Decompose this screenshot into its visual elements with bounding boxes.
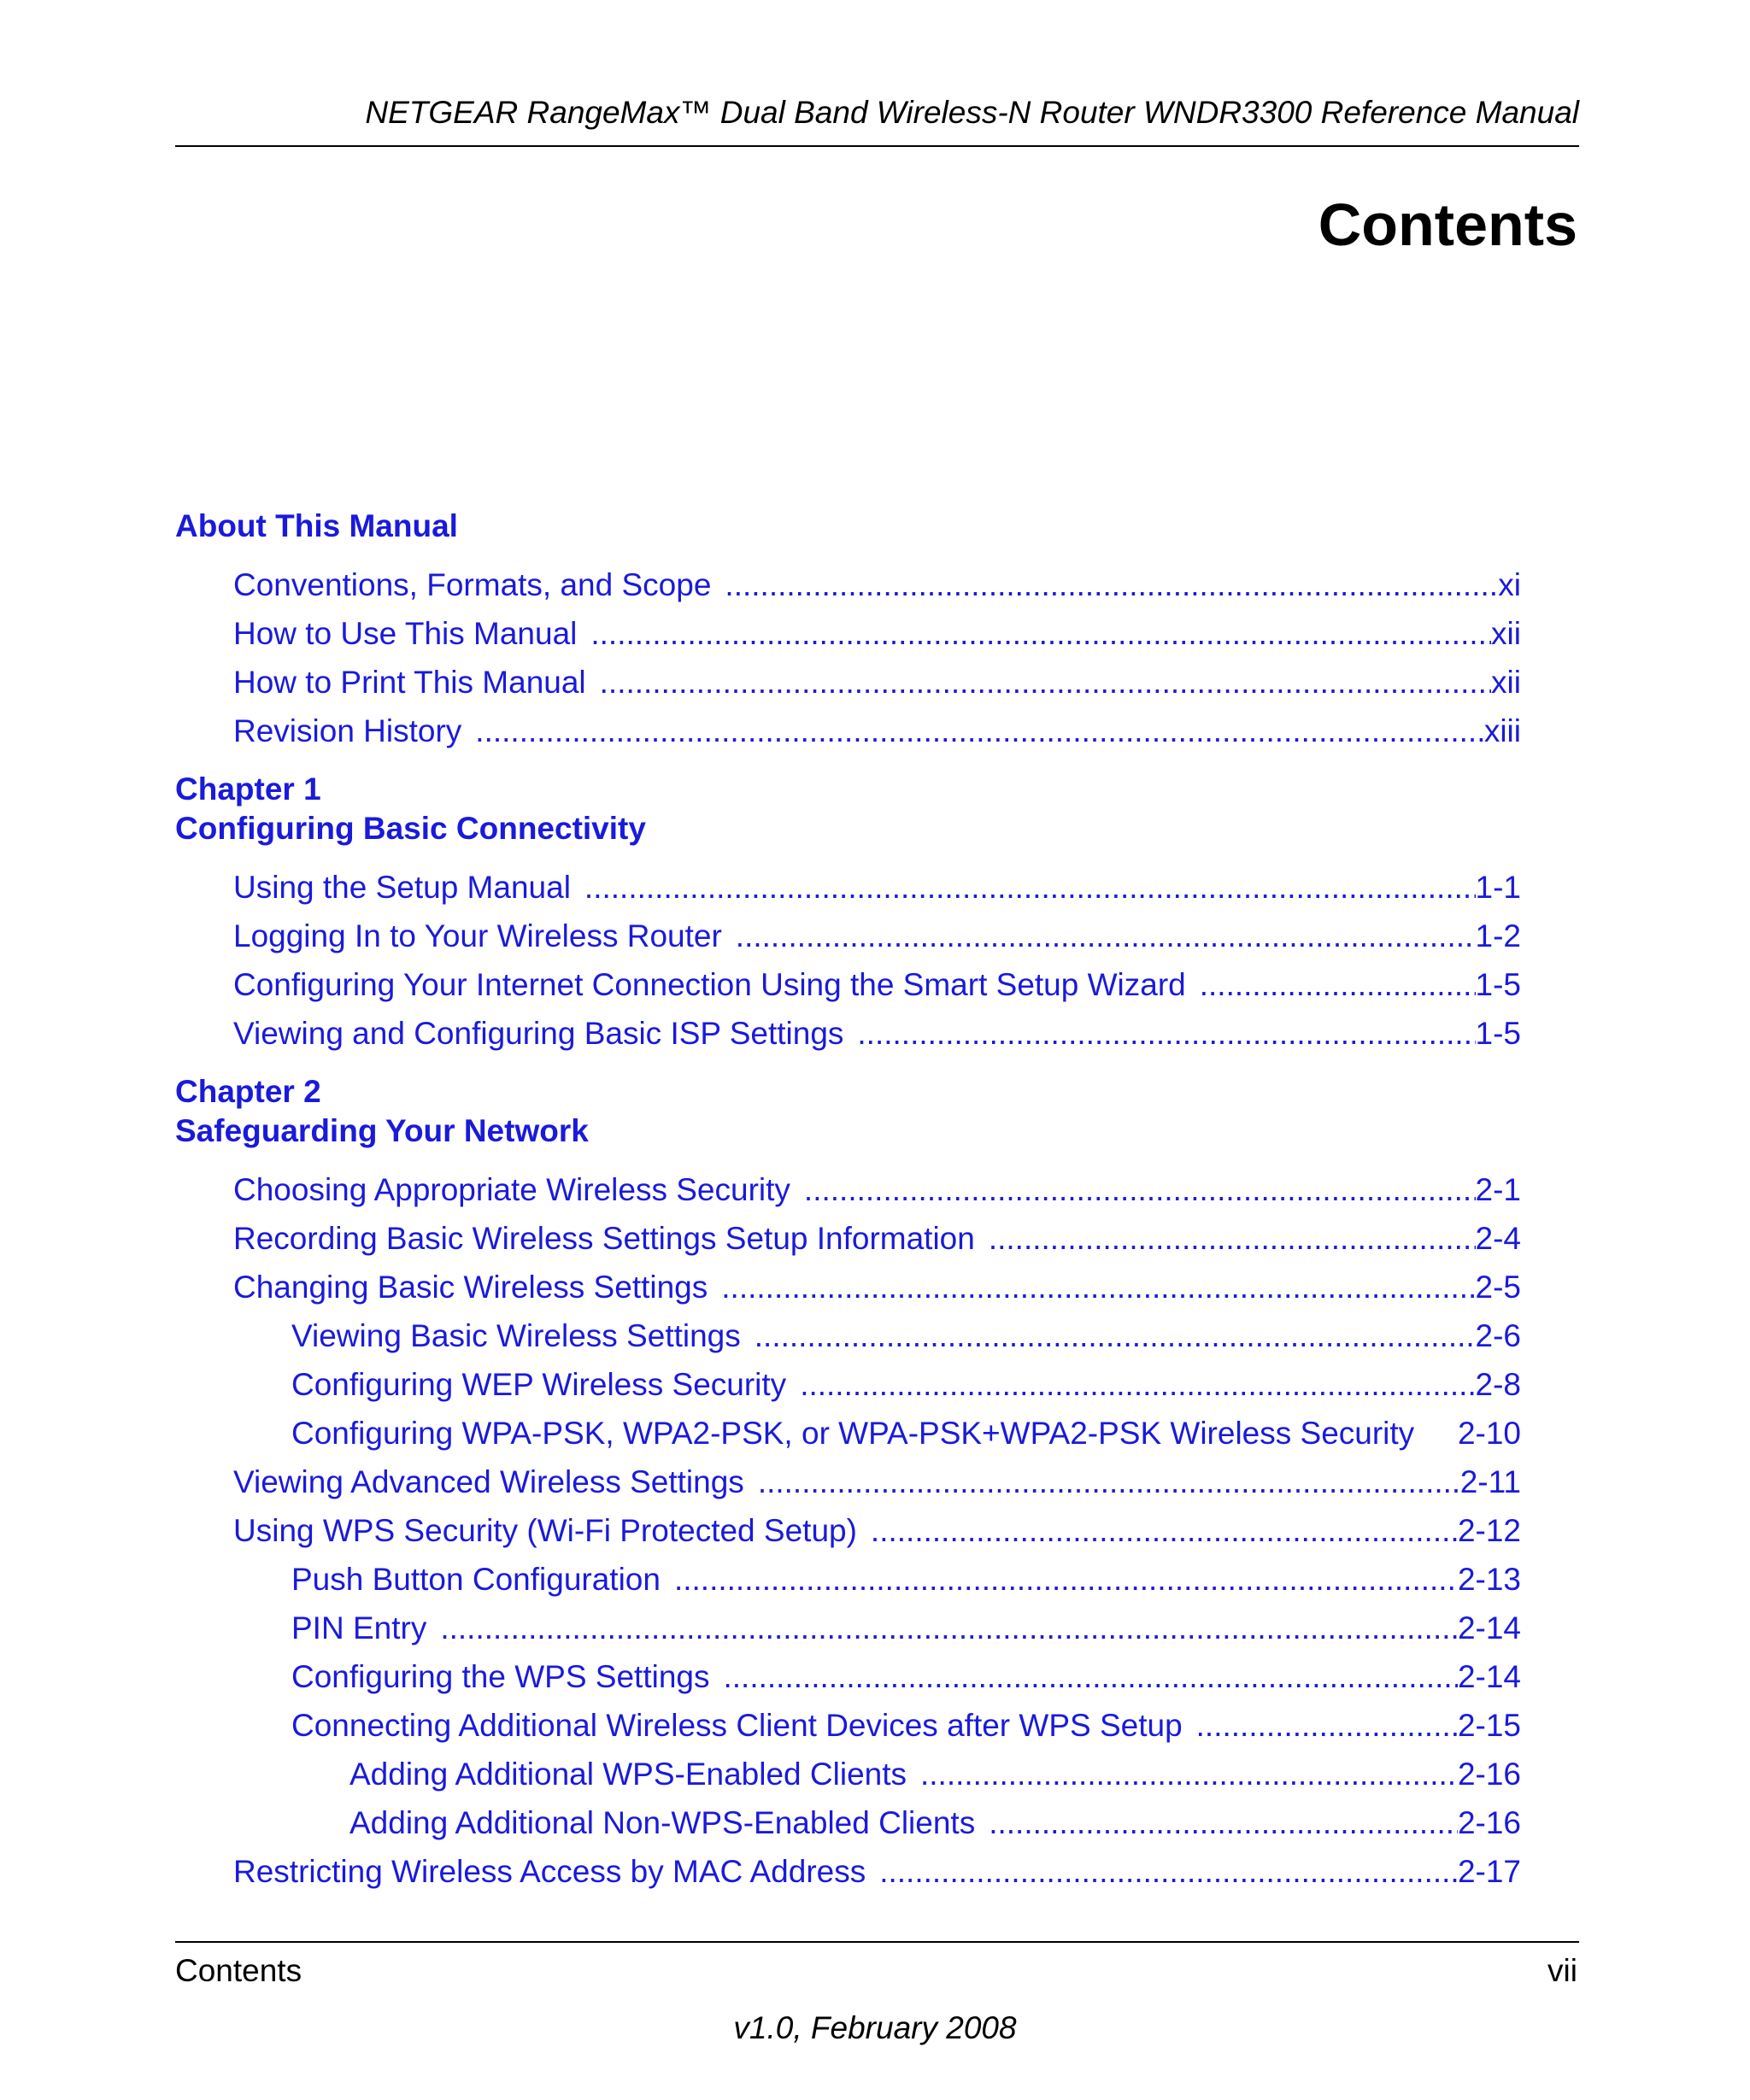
dot-leader <box>879 1847 1458 1896</box>
toc-entry[interactable] <box>175 609 1521 658</box>
toc-subentry[interactable] <box>175 1555 1521 1604</box>
toc-chapter1-title[interactable]: Configuring Basic Connectivity <box>175 811 646 846</box>
dot-leader <box>800 1360 1475 1409</box>
dot-leader <box>871 1506 1458 1555</box>
toc-entry-label: Configuring WPA-PSK, WPA2-PSK, or WPA-PSK+WPA2-PSK Wireless Security <box>291 1416 1415 1451</box>
toc-entry-label: How to Print This Manual <box>233 665 586 700</box>
toc-entry-label: Logging In to Your Wireless Router <box>233 918 722 953</box>
dot-leader <box>1200 960 1476 1009</box>
toc-entry-label: Viewing Advanced Wireless Settings <box>233 1464 744 1499</box>
dot-leader <box>600 658 1491 707</box>
toc-entry[interactable] <box>175 960 1521 1009</box>
toc-entry-page: 2-12 <box>1457 1513 1521 1548</box>
toc-entry-page: 2-14 <box>1457 1659 1521 1694</box>
toc-entry-label: Adding Additional Non-WPS-Enabled Clients <box>349 1805 976 1840</box>
toc-subentry[interactable] <box>175 1701 1521 1750</box>
toc-entry-page: xiii <box>1483 713 1521 748</box>
toc-entry-page: 1-2 <box>1475 918 1521 953</box>
toc-entry[interactable] <box>175 560 1521 609</box>
dot-leader <box>736 912 1476 960</box>
toc-entry-label: Configuring Your Internet Connection Using the Smart Setup Wizard <box>233 967 1186 1002</box>
footer-version: v1.0, February 2008 <box>733 2010 1017 2045</box>
toc-entry-page: 2-5 <box>1475 1270 1521 1305</box>
header-rule <box>175 145 1579 147</box>
toc-entry-page: 2-1 <box>1475 1172 1521 1207</box>
toc-entry-label: Connecting Additional Wireless Client Devices after WPS Setup <box>291 1708 1183 1743</box>
toc-entry-label: Using WPS Security (Wi-Fi Protected Setup) <box>233 1513 857 1548</box>
toc-entry-page: 2-8 <box>1475 1367 1521 1402</box>
table-of-contents <box>175 507 1521 1910</box>
toc-entry[interactable] <box>175 1165 1521 1214</box>
toc-entry-page: 2-13 <box>1457 1562 1521 1597</box>
dot-leader <box>1196 1701 1458 1750</box>
toc-chapter2-title[interactable]: Safeguarding Your Network <box>175 1113 589 1148</box>
toc-entry-page: 2-10 <box>1457 1416 1521 1451</box>
toc-entry-label: Using the Setup Manual <box>233 870 571 905</box>
toc-entry-label: Adding Additional WPS-Enabled Clients <box>349 1757 907 1792</box>
dot-leader <box>584 863 1476 912</box>
toc-section-about <box>175 560 1521 755</box>
toc-entry-label: Conventions, Formats, and Scope <box>233 567 712 602</box>
toc-subentry[interactable] <box>175 1409 1521 1458</box>
toc-chapter1-number[interactable]: Chapter 1 <box>175 771 321 807</box>
toc-entry[interactable] <box>175 1263 1521 1311</box>
toc-entry-page: 2-11 <box>1459 1464 1521 1499</box>
toc-entry-label: Changing Basic Wireless Settings <box>233 1270 708 1305</box>
toc-subsubentry[interactable] <box>175 1798 1521 1847</box>
dot-leader <box>723 1652 1457 1701</box>
toc-entry[interactable] <box>175 1009 1521 1058</box>
toc-entry-page: xii <box>1491 665 1521 700</box>
dot-leader <box>721 1263 1475 1311</box>
dot-leader <box>755 1311 1476 1360</box>
toc-entry-page: 2-15 <box>1457 1708 1521 1743</box>
toc-entry-page: xi <box>1498 567 1521 602</box>
toc-entry[interactable] <box>175 707 1521 755</box>
toc-entry-page: 1-5 <box>1475 1016 1521 1051</box>
toc-entry-label: Configuring WEP Wireless Security <box>291 1367 787 1402</box>
dot-leader <box>440 1604 1458 1652</box>
toc-entry-label: Revision History <box>233 713 462 748</box>
toc-entry-label: How to Use This Manual <box>233 616 578 651</box>
dot-leader <box>804 1165 1476 1214</box>
toc-entry[interactable] <box>175 658 1521 707</box>
dot-leader <box>857 1009 1475 1058</box>
toc-subentry[interactable] <box>175 1311 1521 1360</box>
toc-subentry[interactable] <box>175 1652 1521 1701</box>
dot-leader <box>989 1214 1476 1263</box>
toc-entry[interactable] <box>175 863 1521 912</box>
toc-subentry[interactable] <box>175 1604 1521 1652</box>
dot-leader <box>590 609 1491 658</box>
toc-subentry[interactable] <box>175 1360 1521 1409</box>
toc-entry-page: 1-5 <box>1475 967 1521 1002</box>
toc-entry-page: 2-16 <box>1457 1757 1521 1792</box>
toc-entry[interactable] <box>175 1214 1521 1263</box>
footer-section-name: Contents <box>175 1953 302 1988</box>
toc-entry-label: Viewing Basic Wireless Settings <box>291 1318 741 1353</box>
toc-entry-page: 2-4 <box>1475 1221 1521 1256</box>
toc-entry[interactable] <box>175 1506 1521 1555</box>
dot-leader <box>920 1750 1458 1798</box>
toc-entry-page: xii <box>1491 616 1521 651</box>
toc-entry-page: 2-16 <box>1457 1805 1521 1840</box>
toc-chapter2-number[interactable]: Chapter 2 <box>175 1074 321 1109</box>
running-header: NETGEAR RangeMax™ Dual Band Wireless-N Router WNDR3300 Reference Manual <box>365 95 1579 130</box>
toc-subsubentry[interactable] <box>175 1750 1521 1798</box>
toc-entry-page: 1-1 <box>1475 870 1521 905</box>
toc-entry[interactable] <box>175 1847 1521 1896</box>
toc-entry-page: 2-6 <box>1475 1318 1521 1353</box>
toc-entry-label: Restricting Wireless Access by MAC Address <box>233 1854 866 1889</box>
toc-entry[interactable] <box>175 1458 1521 1506</box>
toc-entry-page: 2-14 <box>1457 1610 1521 1645</box>
footer-rule <box>175 1941 1579 1943</box>
dot-leader <box>758 1458 1460 1506</box>
toc-entry-label: Choosing Appropriate Wireless Security <box>233 1172 790 1207</box>
dot-leader <box>475 707 1484 755</box>
toc-entry[interactable] <box>175 912 1521 960</box>
page-title: Contents <box>1318 191 1577 258</box>
toc-chapter2 <box>175 1165 1521 1896</box>
toc-chapter1 <box>175 863 1521 1058</box>
toc-entry-label: Configuring the WPS Settings <box>291 1659 710 1694</box>
dot-leader <box>989 1798 1458 1847</box>
dot-leader <box>725 560 1498 609</box>
toc-entry-page: 2-17 <box>1457 1854 1521 1889</box>
toc-entry-label: Viewing and Configuring Basic ISP Settings <box>233 1016 844 1051</box>
footer-page-number: vii <box>1547 1953 1577 1988</box>
toc-section-about-title[interactable]: About This Manual <box>175 508 458 543</box>
toc-entry-label: Push Button Configuration <box>291 1562 661 1597</box>
toc-entry-label: PIN Entry <box>291 1610 427 1645</box>
dot-leader <box>674 1555 1458 1604</box>
toc-entry-label: Recording Basic Wireless Settings Setup Information <box>233 1221 975 1256</box>
